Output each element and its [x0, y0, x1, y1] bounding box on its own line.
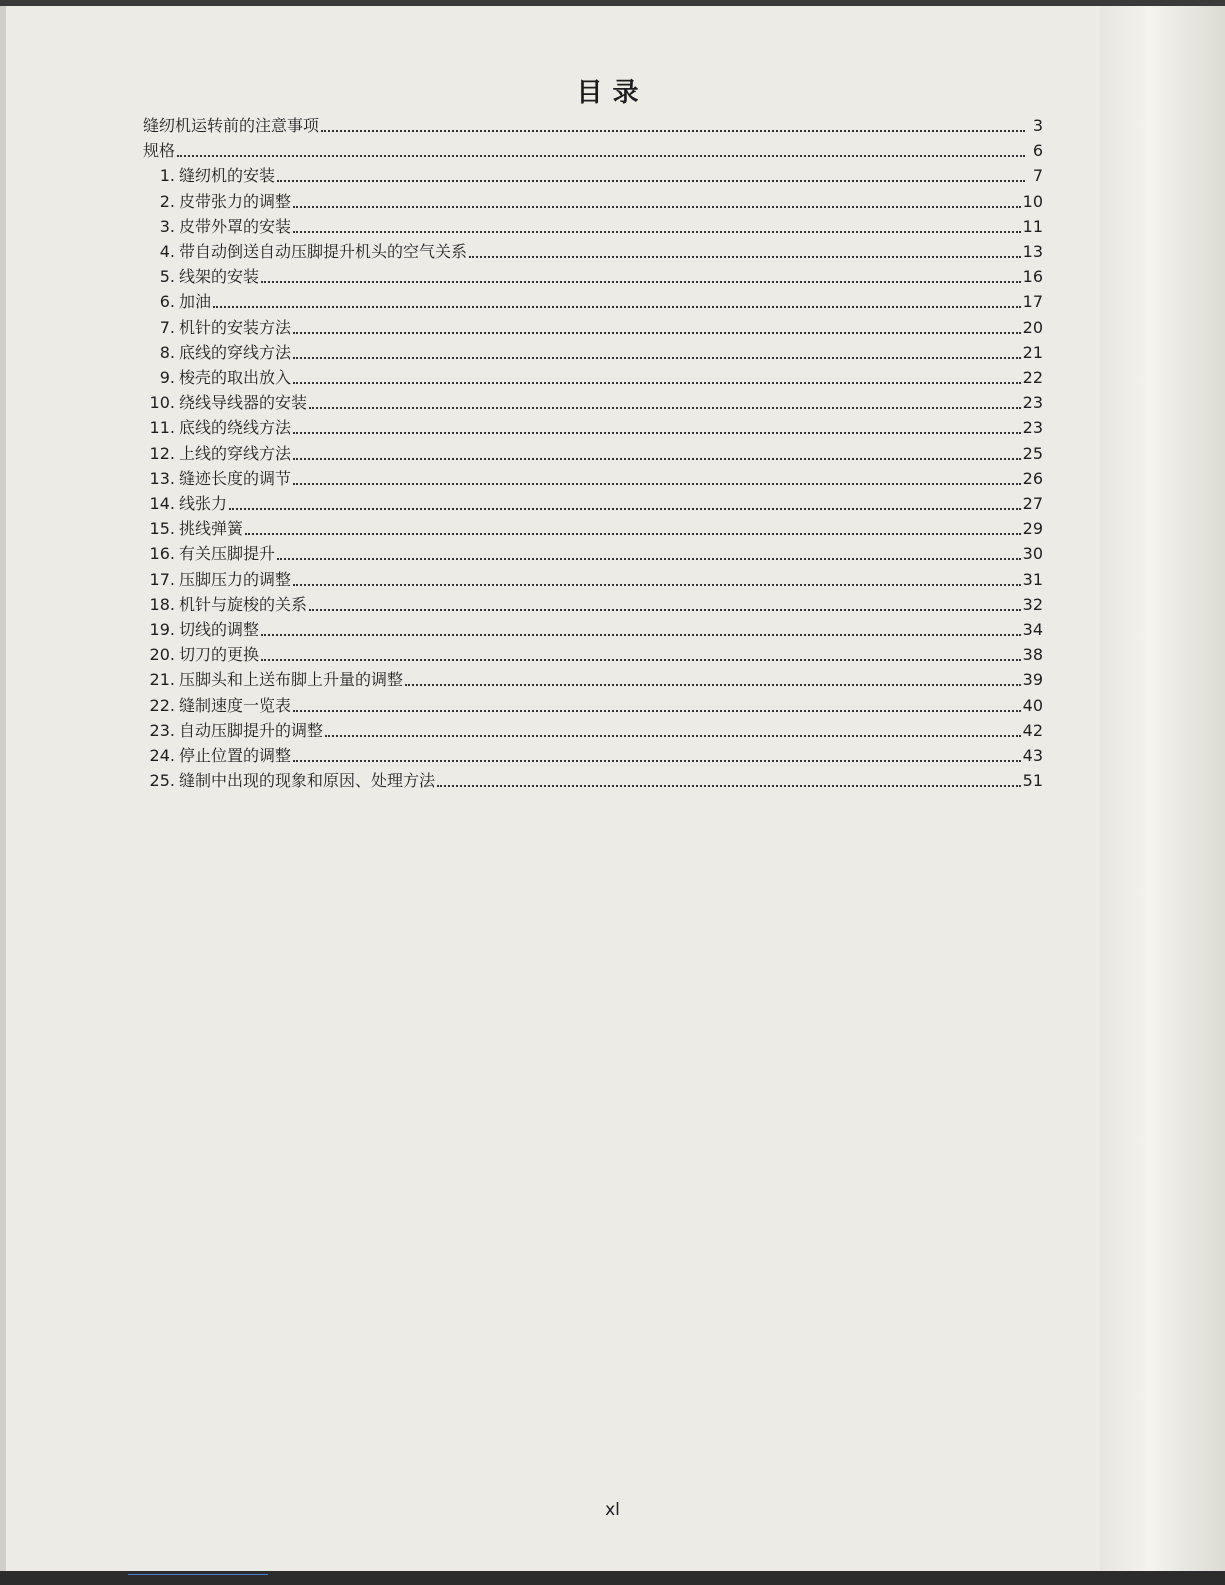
toc-entry	[143, 619, 1043, 641]
toc-leader-dots	[293, 230, 1021, 233]
toc-entry-page: 30	[1022, 544, 1043, 564]
toc-entry-label: 缝迹长度的调节	[179, 468, 292, 488]
toc-entry	[143, 191, 1043, 213]
toc-entry-label: 切刀的更换	[179, 645, 260, 665]
toc-entry	[143, 367, 1043, 389]
toc-entry-page: 27	[1022, 494, 1043, 513]
toc-entry-number: 14.	[149, 494, 175, 513]
toc-entry-number: 6.	[159, 292, 175, 312]
toc-entry-number: 11.	[149, 418, 175, 438]
toc-entry	[143, 266, 1043, 288]
toc-entry	[143, 115, 1043, 137]
toc-entry-page: 22	[1022, 368, 1043, 387]
toc-entry-label: 加油	[179, 292, 212, 312]
toc-leader-dots	[293, 431, 1021, 434]
toc-entry-page: 26	[1022, 468, 1043, 488]
toc-entry	[143, 594, 1043, 616]
toc-entry	[143, 543, 1043, 565]
toc-entry-number: 25.	[149, 771, 175, 791]
toc-entry-number: 18.	[149, 594, 175, 614]
toc-entry	[143, 140, 1043, 162]
toc-entry	[143, 342, 1043, 364]
toc-entry-label: 皮带张力的调整	[179, 191, 292, 211]
toc-entry-number: 22.	[149, 695, 175, 715]
toc-leader-dots	[293, 356, 1021, 359]
toc-entry-page: 43	[1022, 746, 1043, 765]
toc-entry-number: 3.	[159, 216, 175, 236]
toc-entry	[143, 669, 1043, 691]
toc-entry-number: 7.	[159, 317, 175, 337]
toc-entry-number: 9.	[159, 368, 175, 387]
toc-entry-label: 缝纫机的安装	[179, 166, 276, 186]
toc-entry-page: 31	[1022, 569, 1043, 589]
toc-entry	[143, 720, 1043, 742]
toc-entry-page: 40	[1022, 695, 1043, 715]
toc-leader-dots	[325, 734, 1021, 737]
toc-entry	[143, 644, 1043, 666]
toc-entry-number: 8.	[159, 342, 175, 362]
toc-entry	[143, 241, 1043, 263]
toc-entry-page: 7	[1032, 166, 1043, 186]
toc-entry-page: 17	[1022, 292, 1043, 312]
toc-entry-label: 底线的绕线方法	[179, 418, 292, 438]
toc-entry-page: 32	[1022, 594, 1043, 614]
toc-entry-number: 23.	[149, 720, 175, 740]
toc-entry-page: 39	[1022, 670, 1043, 690]
toc-entry	[143, 291, 1043, 313]
toc-entry-number: 16.	[149, 544, 175, 564]
toc-entry-number: 19.	[149, 620, 175, 639]
toc-entry-page: 11	[1022, 216, 1043, 236]
toc-leader-dots	[293, 381, 1021, 384]
toc-entry-number: 13.	[149, 468, 175, 488]
toc-entry	[143, 695, 1043, 717]
bottom-link-underline	[128, 1574, 268, 1575]
toc-entry-number: 1.	[159, 166, 175, 186]
toc-entry	[143, 468, 1043, 490]
toc-entry-page: 29	[1022, 519, 1043, 539]
toc-leader-dots	[277, 179, 1025, 182]
toc-entry-label: 缝制中出现的现象和原因、处理方法	[179, 771, 436, 791]
toc-entry	[143, 216, 1043, 238]
toc-entry-label: 线架的安装	[179, 267, 260, 287]
toc-entry	[143, 417, 1043, 439]
toc-entry-page: 25	[1022, 443, 1043, 463]
toc-leader-dots	[261, 280, 1021, 283]
toc-entry-label: 自动压脚提升的调整	[179, 720, 324, 740]
toc-entry-label: 线张力	[179, 494, 228, 513]
page-number: xl	[605, 1500, 620, 1520]
toc-entry-page: 38	[1022, 645, 1043, 665]
toc-entry-label: 底线的穿线方法	[179, 342, 292, 362]
toc-leader-dots	[293, 759, 1021, 762]
toc-entry-label: 梭壳的取出放入	[179, 368, 292, 387]
toc-leader-dots	[293, 331, 1021, 334]
toc-entry-label: 皮带外罩的安装	[179, 216, 292, 236]
toc-entry	[143, 493, 1043, 515]
toc-entry	[143, 770, 1043, 792]
toc-entry	[143, 392, 1043, 414]
toc-entry-page: 51	[1022, 771, 1043, 791]
toc-entry-page: 21	[1022, 342, 1043, 362]
toc-entry-page: 23	[1022, 393, 1043, 413]
toc-entry-label: 压脚头和上送布脚上升量的调整	[179, 670, 404, 690]
toc-leader-dots	[261, 658, 1021, 661]
toc-leader-dots	[213, 305, 1021, 308]
toc-entry-number: 20.	[149, 645, 175, 665]
toc-entry	[143, 518, 1043, 540]
toc-entry-number: 24.	[149, 746, 175, 765]
toc-leader-dots	[229, 507, 1021, 510]
toc-leader-dots	[177, 154, 1025, 157]
toc-entry-label: 挑线弹簧	[179, 519, 244, 539]
toc-entry-page: 16	[1022, 267, 1043, 287]
toc-entry-label: 上线的穿线方法	[179, 443, 292, 463]
toc-entry-number: 5.	[159, 267, 175, 287]
toc-leader-dots	[277, 557, 1021, 560]
toc-entry-label: 绕线导线器的安装	[179, 393, 308, 413]
toc-entry-number: 12.	[149, 443, 175, 463]
toc-entry	[143, 317, 1043, 339]
toc-entry-label: 机针的安装方法	[179, 317, 292, 337]
toc-leader-dots	[293, 482, 1021, 485]
toc-entry-number: 15.	[149, 519, 175, 539]
page-title: 目录	[576, 78, 649, 108]
toc-entry-number: 10.	[149, 393, 175, 413]
toc-entry	[143, 745, 1043, 767]
toc-entry	[143, 569, 1043, 591]
toc-entry-label: 压脚压力的调整	[179, 569, 292, 589]
toc-entry-page: 10	[1022, 191, 1043, 211]
toc-leader-dots	[309, 406, 1021, 409]
toc-entry-label: 缝制速度一览表	[179, 695, 292, 715]
toc-entry	[143, 165, 1043, 187]
toc-entry-page: 6	[1032, 141, 1043, 161]
toc-leader-dots	[321, 129, 1025, 132]
toc-leader-dots	[437, 784, 1021, 787]
toc-leader-dots	[261, 633, 1021, 636]
toc-leader-dots	[469, 255, 1021, 258]
toc-entry-label: 规格	[143, 141, 176, 161]
toc-leader-dots	[309, 608, 1021, 611]
toc-leader-dots	[405, 683, 1021, 686]
scan-bottom-edge	[0, 1571, 1225, 1585]
toc-leader-dots	[293, 205, 1021, 208]
toc-entry-label: 缝纫机运转前的注意事项	[143, 116, 320, 135]
toc-entry-label: 停止位置的调整	[179, 746, 292, 765]
toc-entry-page: 20	[1022, 317, 1043, 337]
toc-entry-number: 4.	[159, 242, 175, 261]
toc-entry-number: 17.	[149, 569, 175, 589]
toc-leader-dots	[293, 709, 1021, 712]
toc-entry-label: 有关压脚提升	[179, 544, 276, 564]
toc-leader-dots	[293, 457, 1021, 460]
toc-entry-number: 21.	[149, 670, 175, 690]
toc-entry-label: 带自动倒送自动压脚提升机头的空气关系	[179, 242, 468, 261]
toc-entry-page: 3	[1032, 116, 1043, 135]
toc-entry-page: 13	[1022, 242, 1043, 261]
toc-entry-label: 切线的调整	[179, 620, 260, 639]
toc-leader-dots	[245, 532, 1021, 535]
toc-entry	[143, 443, 1043, 465]
toc-entry-page: 23	[1022, 418, 1043, 438]
toc-entry-page: 34	[1022, 620, 1043, 639]
toc-entry-number: 2.	[159, 191, 175, 211]
toc-entry-label: 机针与旋梭的关系	[179, 594, 308, 614]
toc-entry-page: 42	[1022, 720, 1043, 740]
toc-leader-dots	[293, 583, 1021, 586]
